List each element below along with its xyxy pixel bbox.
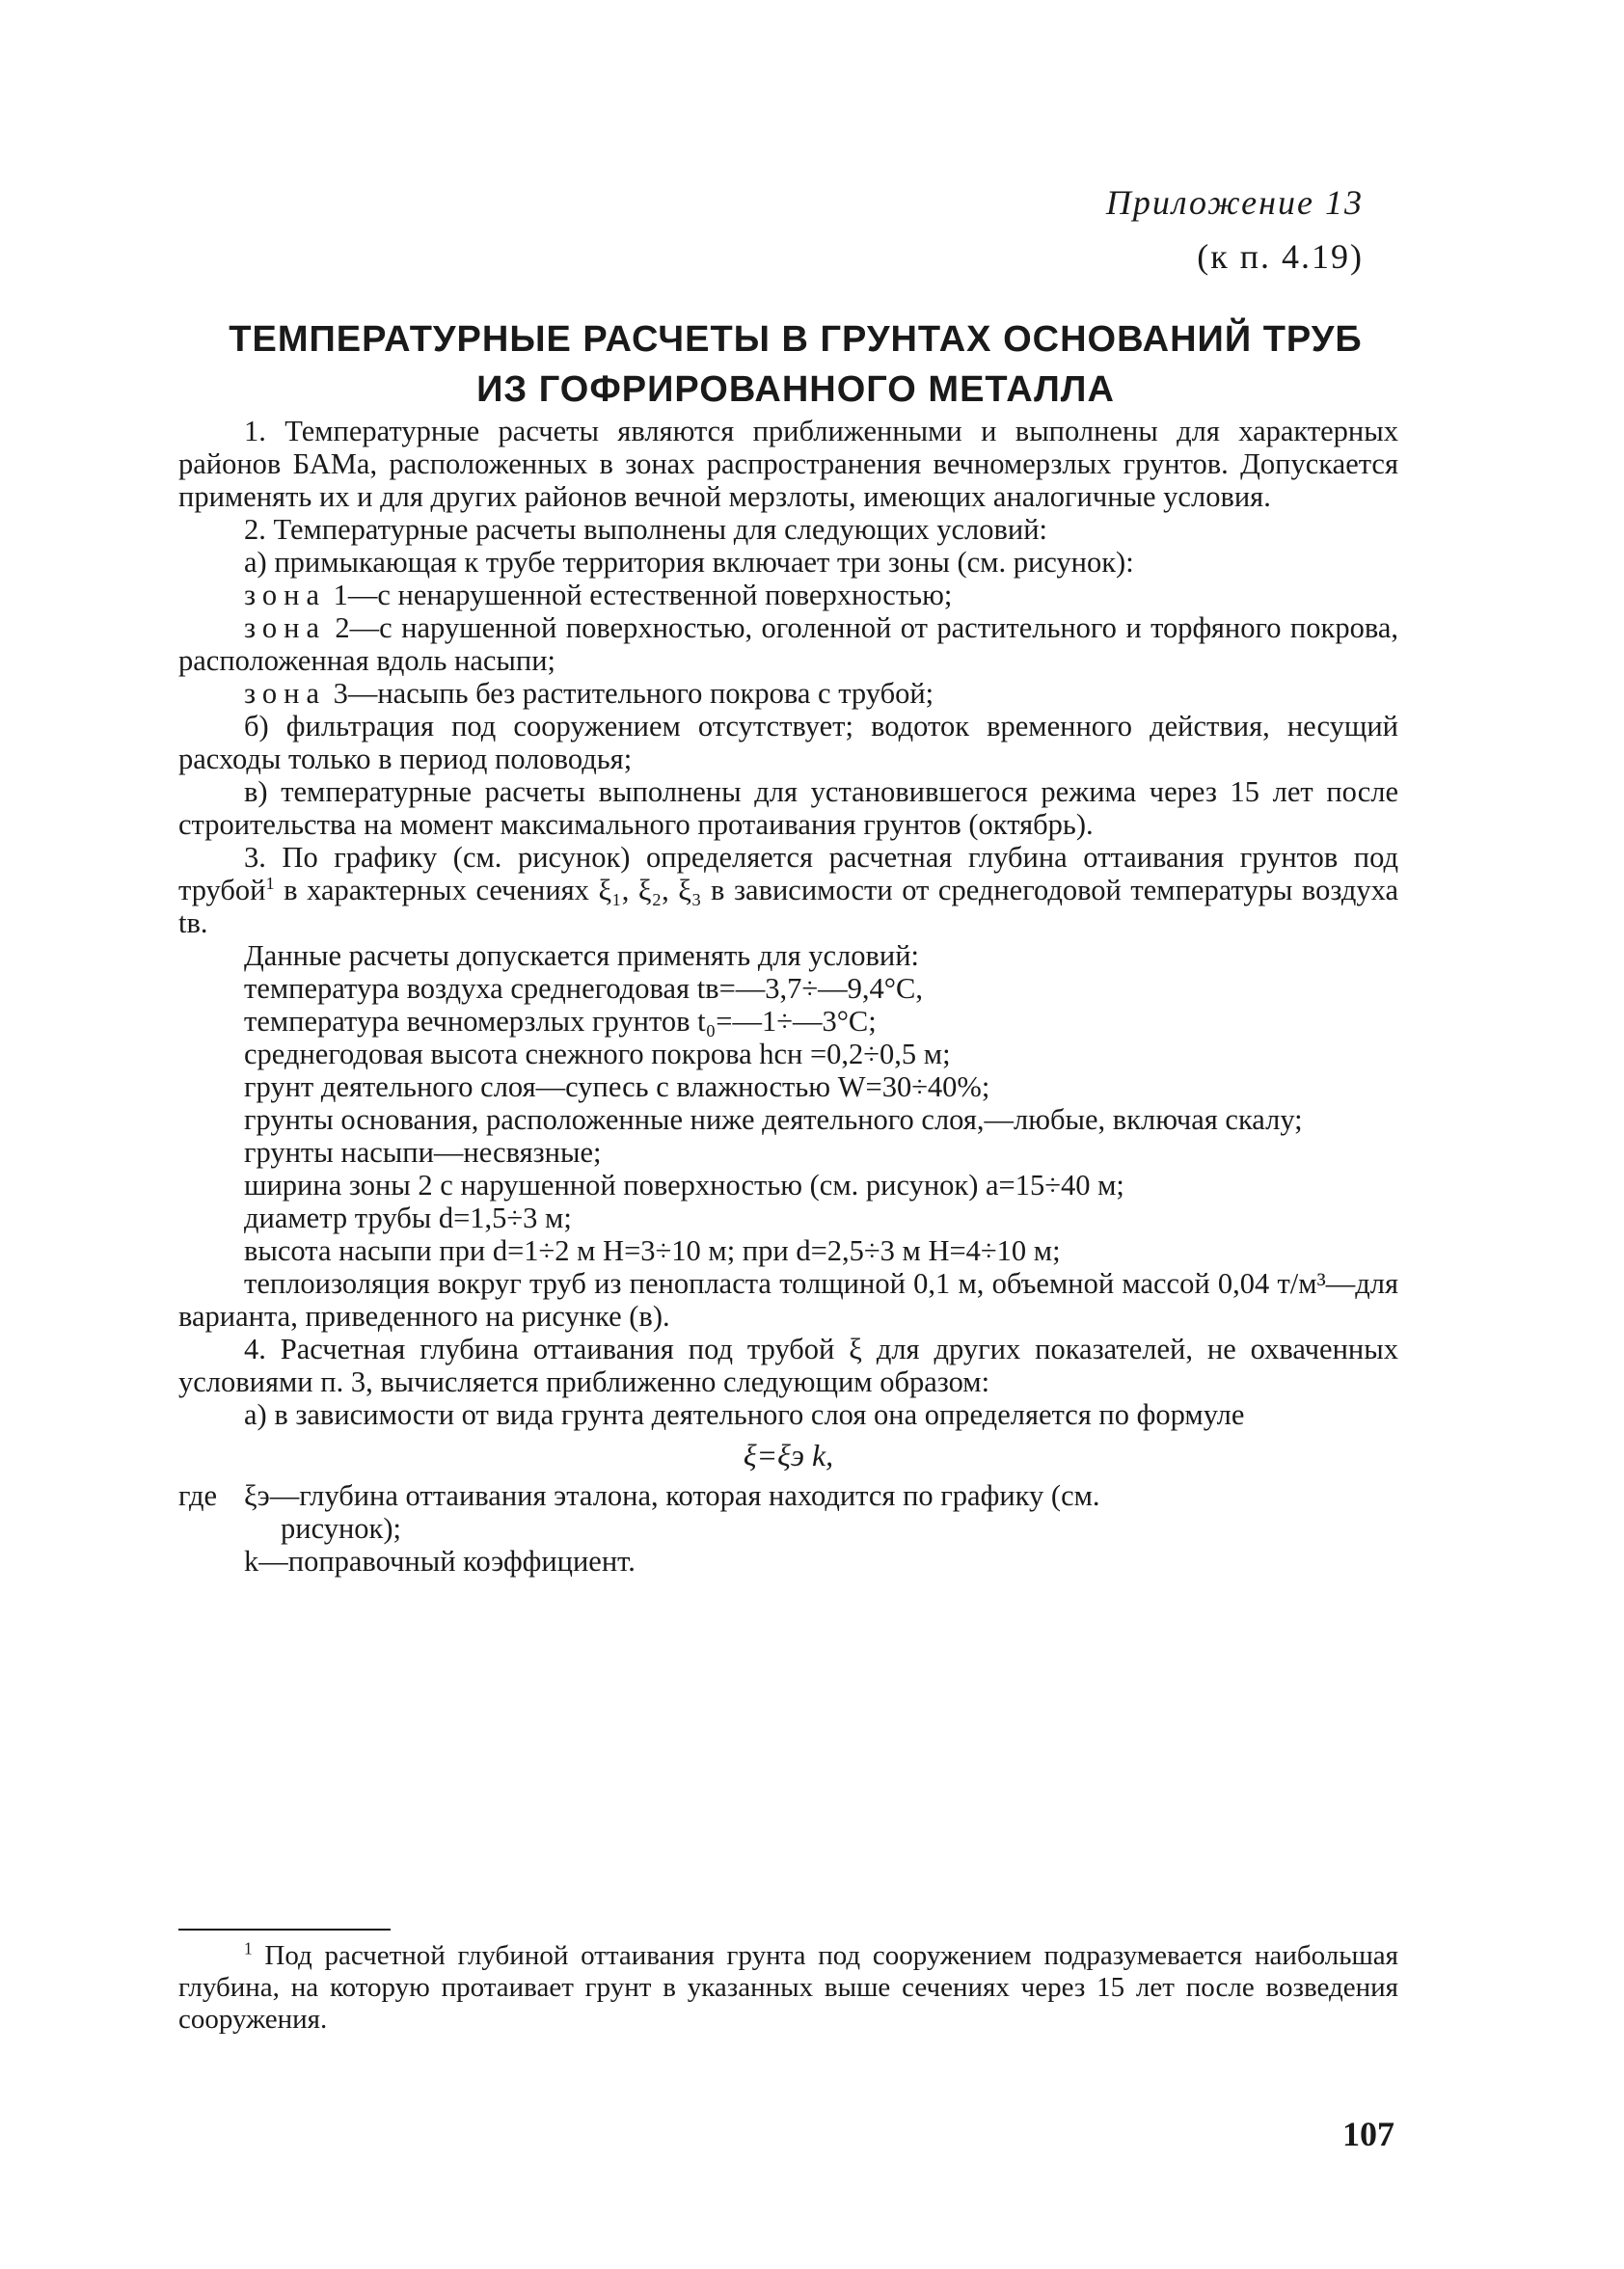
title-line-2: ИЗ ГОФРИРОВАННОГО МЕТАЛЛА xyxy=(476,369,1115,410)
paragraph-2c: в) температурные расчеты выполнены для установившегося режима через 15 лет после строительства на момент максимального протаивания грунтов (октябрь). xyxy=(178,775,1398,841)
footnote-body: Под расчетной глубиной оттаивания грунта под сооружением подразумевается наибольшая глубина, на которую протаивает грунт в указанных выше сечениях через 15 лет после возведения сооружения. xyxy=(178,1940,1398,2035)
condition-pipe-diameter: диаметр трубы d=1,5÷3 м; xyxy=(244,1202,572,1234)
appendix-label: Приложение 13 xyxy=(1105,183,1364,222)
paragraph-4a: а) в зависимости от вида грунта деятельного слоя она определяется по формуле xyxy=(244,1398,1245,1431)
paragraph-3-part-b: в характерных сечениях ξ₁, ξ₂, ξ₃ в зависимости от среднегодовой температуры воздуха tв. xyxy=(178,874,1398,939)
footnote xyxy=(178,1940,1398,2036)
title-line-1: ТЕМПЕРАТУРНЫЕ РАСЧЕТЫ В ГРУНТАХ ОСНОВАНИЙ ТРУБ xyxy=(229,319,1363,360)
paragraph-3 xyxy=(178,841,1398,939)
zone-2-text: 2—с нарушенной поверхностью, оголенной от растительного и торфяного покрова, расположенная вдоль насыпи; xyxy=(178,611,1398,677)
footnote-reference-mark: 1 xyxy=(265,873,275,893)
zone-2-label: зона xyxy=(244,611,326,644)
definition-xi-e-continuation: рисунок); xyxy=(281,1512,401,1545)
condition-embankment-soils: грунты насыпи—несвязные; xyxy=(244,1136,602,1169)
definition-k: k—поправочный коэффициент. xyxy=(244,1545,636,1578)
zone-1-item xyxy=(178,579,1398,611)
document-title xyxy=(193,314,1398,415)
zone-1-label: зона xyxy=(244,579,326,611)
footnote-text xyxy=(178,1940,1398,2036)
condition-active-layer-soil: грунт деятельного слоя—супесь с влажностью W=30÷40%; xyxy=(244,1070,990,1103)
footnote-mark: 1 xyxy=(244,1938,253,1958)
paragraph-2a: а) примыкающая к трубе территория включает три зоны (см. рисунок): xyxy=(244,546,1134,579)
condition-foundation-soils: грунты основания, расположенные ниже деятельного слоя,—любые, включая скалу; xyxy=(244,1103,1303,1136)
condition-air-temperature: температура воздуха среднегодовая tв=—3,7÷—9,4°C, xyxy=(244,972,923,1005)
paragraph-3-part-a: 3. По графику (см. рисунок) определяется расчетная глубина оттаивания грунтов под трубой xyxy=(178,841,1398,906)
formula: ξ=ξэ k, xyxy=(743,1438,834,1472)
zone-3-label: зона xyxy=(244,677,326,710)
page-number: 107 xyxy=(1342,2115,1394,2153)
zone-3-item xyxy=(178,677,1398,710)
zone-2-item xyxy=(178,611,1398,677)
conditions-intro: Данные расчеты допускается применять для условий: xyxy=(244,939,919,972)
condition-zone-2-width: ширина зоны 2 с нарушенной поверхностью (см. рисунок) a=15÷40 м; xyxy=(244,1169,1124,1202)
paragraph-1: 1. Температурные расчеты являются приближенными и выполнены для характерных районов БАМа, расположенных в зонах распространения вечномерзлых грунтов. Допускается применять их и для других районов вечной мерзлоты, имеющих аналогичные условия. xyxy=(178,415,1398,513)
definition-lead-word: где xyxy=(178,1479,218,1512)
appendix-header xyxy=(1106,176,1364,284)
formula-definitions xyxy=(178,1479,1398,1578)
paragraph-2: 2. Температурные расчеты выполнены для следующих условий: xyxy=(244,513,1047,546)
definition-xi-e-text: ξэ—глубина оттаивания эталона, которая находится по графику (см. xyxy=(244,1479,1100,1512)
document-body xyxy=(178,415,1398,1578)
zone-1-text: 1—с ненарушенной естественной поверхностью; xyxy=(325,579,953,611)
condition-permafrost-temperature: температура вечномерзлых грунтов t₀=—1÷—3°C; xyxy=(244,1005,877,1038)
condition-insulation: теплоизоляция вокруг труб из пенопласта толщиной 0,1 м, объемной массой 0,04 т/м³—для варианта, приведенного на рисунке (в). xyxy=(178,1267,1398,1333)
appendix-reference: (к п. 4.19) xyxy=(1197,237,1364,276)
paragraph-2b: б) фильтрация под сооружением отсутствует; водоток временного действия, несущий расходы только в период половодья; xyxy=(178,710,1398,775)
condition-embankment-height: высота насыпи при d=1÷2 м H=3÷10 м; при d=2,5÷3 м H=4÷10 м; xyxy=(244,1234,1061,1267)
zone-3-text: 3—насыпь без растительного покрова с трубой; xyxy=(325,677,934,710)
definition-xi-e xyxy=(178,1479,1398,1512)
condition-snow-height: среднегодовая высота снежного покрова hсн =0,2÷0,5 м; xyxy=(244,1038,951,1070)
footnote-divider xyxy=(178,1929,391,1931)
paragraph-4: 4. Расчетная глубина оттаивания под трубой ξ для других показателей, не охваченных условиями п. 3, вычисляется приближенно следующим образом: xyxy=(178,1333,1398,1398)
